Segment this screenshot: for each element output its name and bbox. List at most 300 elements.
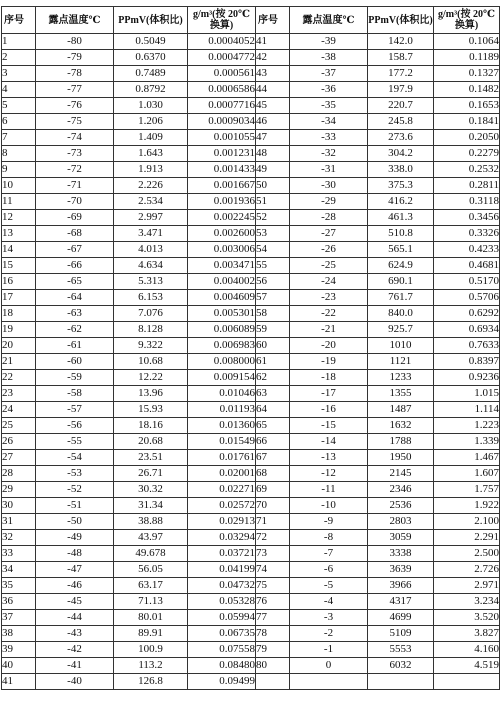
table-row: [2, 130, 500, 146]
table-row: [2, 306, 500, 322]
table-row: [2, 482, 500, 498]
cell-dew-point: -6: [290, 562, 368, 578]
cell-ppmv: 177.2: [368, 66, 434, 82]
cell-ppmv: 100.9: [114, 642, 188, 658]
dew-point-table: [1, 6, 500, 690]
cell-ppmv: 1950: [368, 450, 434, 466]
cell-index: 14: [2, 242, 36, 258]
cell-dew-point: -74: [36, 130, 114, 146]
cell-dew-point: -23: [290, 290, 368, 306]
cell-gm3: 1.467: [434, 450, 500, 466]
cell-ppmv: 26.71: [114, 466, 188, 482]
cell-gm3: 1.114: [434, 402, 500, 418]
cell-gm3: 1.757: [434, 482, 500, 498]
cell-index: 29: [2, 482, 36, 498]
cell-dew-point: -76: [36, 98, 114, 114]
cell-index: 64: [256, 402, 290, 418]
cell-gm3: 1.607: [434, 466, 500, 482]
cell-ppmv: 8.128: [114, 322, 188, 338]
cell-index: 72: [256, 530, 290, 546]
cell-gm3: 0.8397: [434, 354, 500, 370]
cell-ppmv: [368, 674, 434, 690]
cell-dew-point: -24: [290, 274, 368, 290]
cell-dew-point: -25: [290, 258, 368, 274]
cell-ppmv: 71.13: [114, 594, 188, 610]
cell-index: 21: [2, 354, 36, 370]
cell-index: 41: [2, 674, 36, 690]
table-row: [2, 178, 500, 194]
cell-gm3: 0.09499: [188, 674, 256, 690]
cell-ppmv: 38.88: [114, 514, 188, 530]
cell-index: 73: [256, 546, 290, 562]
cell-index: 68: [256, 466, 290, 482]
cell-index: 66: [256, 434, 290, 450]
cell-ppmv: 0.8792: [114, 82, 188, 98]
cell-index: 69: [256, 482, 290, 498]
cell-dew-point: -62: [36, 322, 114, 338]
cell-gm3: 1.223: [434, 418, 500, 434]
cell-dew-point: -60: [36, 354, 114, 370]
cell-index: 36: [2, 594, 36, 610]
cell-ppmv: 10.68: [114, 354, 188, 370]
cell-gm3: 1.339: [434, 434, 500, 450]
cell-index: 63: [256, 386, 290, 402]
cell-dew-point: -29: [290, 194, 368, 210]
cell-ppmv: 126.8: [114, 674, 188, 690]
cell-gm3: 0.1653: [434, 98, 500, 114]
cell-ppmv: 3059: [368, 530, 434, 546]
header-index: 序号: [256, 7, 290, 34]
table-row: [2, 578, 500, 594]
cell-dew-point: -31: [290, 162, 368, 178]
cell-dew-point: -63: [36, 306, 114, 322]
cell-ppmv: 2346: [368, 482, 434, 498]
table-row: [2, 402, 500, 418]
cell-dew-point: -32: [290, 146, 368, 162]
cell-ppmv: 13.96: [114, 386, 188, 402]
header-dew-point: 露点温度℃: [36, 7, 114, 34]
cell-dew-point: -35: [290, 98, 368, 114]
table-row: [2, 258, 500, 274]
cell-gm3: 0.1327: [434, 66, 500, 82]
cell-dew-point: -54: [36, 450, 114, 466]
cell-gm3: 2.726: [434, 562, 500, 578]
cell-gm3: 0.005301: [188, 306, 256, 322]
table-row: [2, 82, 500, 98]
cell-ppmv: 1355: [368, 386, 434, 402]
cell-gm3: 0.001936: [188, 194, 256, 210]
page: [0, 6, 500, 690]
cell-index: 44: [256, 82, 290, 98]
cell-dew-point: -40: [36, 674, 114, 690]
cell-dew-point: -45: [36, 594, 114, 610]
header-gm3: g/m³(按 20℃ 换算): [188, 7, 256, 34]
cell-gm3: 0.003471: [188, 258, 256, 274]
cell-ppmv: 1.030: [114, 98, 188, 114]
cell-index: 32: [2, 530, 36, 546]
cell-index: 31: [2, 514, 36, 530]
cell-index: 51: [256, 194, 290, 210]
cell-index: 1: [2, 34, 36, 50]
table-row: [2, 370, 500, 386]
cell-ppmv: 416.2: [368, 194, 434, 210]
cell-gm3: 3.827: [434, 626, 500, 642]
cell-ppmv: 0.7489: [114, 66, 188, 82]
cell-gm3: 0.3118: [434, 194, 500, 210]
cell-ppmv: 56.05: [114, 562, 188, 578]
cell-index: 67: [256, 450, 290, 466]
cell-dew-point: -47: [36, 562, 114, 578]
cell-dew-point: -5: [290, 578, 368, 594]
cell-ppmv: 0.5049: [114, 34, 188, 50]
cell-ppmv: 89.91: [114, 626, 188, 642]
cell-gm3: 0.5170: [434, 274, 500, 290]
cell-dew-point: [290, 674, 368, 690]
table-body: [2, 34, 500, 690]
cell-index: 78: [256, 626, 290, 642]
table-row: [2, 210, 500, 226]
table-row: [2, 434, 500, 450]
cell-dew-point: -46: [36, 578, 114, 594]
table-row: [2, 322, 500, 338]
cell-index: 12: [2, 210, 36, 226]
cell-gm3: 0.002600: [188, 226, 256, 242]
cell-dew-point: -38: [290, 50, 368, 66]
cell-ppmv: 1.913: [114, 162, 188, 178]
cell-gm3: 0.02913: [188, 514, 256, 530]
cell-gm3: 0.05328: [188, 594, 256, 610]
cell-dew-point: -75: [36, 114, 114, 130]
cell-ppmv: 7.076: [114, 306, 188, 322]
cell-dew-point: -16: [290, 402, 368, 418]
cell-ppmv: 4699: [368, 610, 434, 626]
cell-gm3: 3.234: [434, 594, 500, 610]
cell-index: 39: [2, 642, 36, 658]
cell-dew-point: -77: [36, 82, 114, 98]
cell-ppmv: 624.9: [368, 258, 434, 274]
cell-ppmv: 113.2: [114, 658, 188, 674]
cell-index: 48: [256, 146, 290, 162]
cell-index: 9: [2, 162, 36, 178]
cell-gm3: 0.7633: [434, 338, 500, 354]
cell-gm3: 0.001667: [188, 178, 256, 194]
cell-ppmv: 2145: [368, 466, 434, 482]
cell-dew-point: -19: [290, 354, 368, 370]
cell-dew-point: -50: [36, 514, 114, 530]
cell-index: 20: [2, 338, 36, 354]
cell-dew-point: -58: [36, 386, 114, 402]
cell-index: 3: [2, 66, 36, 82]
cell-ppmv: 1.643: [114, 146, 188, 162]
cell-ppmv: 461.3: [368, 210, 434, 226]
cell-dew-point: -44: [36, 610, 114, 626]
cell-gm3: 0.4681: [434, 258, 500, 274]
cell-index: 50: [256, 178, 290, 194]
cell-ppmv: 761.7: [368, 290, 434, 306]
cell-gm3: 0.001055: [188, 130, 256, 146]
cell-gm3: 0.0009034: [188, 114, 256, 130]
cell-index: 30: [2, 498, 36, 514]
cell-ppmv: 12.22: [114, 370, 188, 386]
cell-index: 79: [256, 642, 290, 658]
cell-gm3: 0.2811: [434, 178, 500, 194]
cell-gm3: 0.0007716: [188, 98, 256, 114]
cell-ppmv: 142.0: [368, 34, 434, 50]
cell-index: 58: [256, 306, 290, 322]
table-row: [2, 274, 500, 290]
cell-dew-point: -64: [36, 290, 114, 306]
cell-gm3: 0.000561: [188, 66, 256, 82]
cell-dew-point: -56: [36, 418, 114, 434]
cell-dew-point: -21: [290, 322, 368, 338]
cell-gm3: 2.500: [434, 546, 500, 562]
cell-dew-point: -42: [36, 642, 114, 658]
cell-index: 16: [2, 274, 36, 290]
cell-gm3: 0.06735: [188, 626, 256, 642]
cell-ppmv: 43.97: [114, 530, 188, 546]
cell-dew-point: -15: [290, 418, 368, 434]
cell-ppmv: 23.51: [114, 450, 188, 466]
table-row: [2, 242, 500, 258]
cell-dew-point: -53: [36, 466, 114, 482]
table-row: [2, 498, 500, 514]
table-row: [2, 450, 500, 466]
cell-index: 61: [256, 354, 290, 370]
table-row: [2, 386, 500, 402]
cell-dew-point: -71: [36, 178, 114, 194]
table-row: [2, 34, 500, 50]
cell-index: 59: [256, 322, 290, 338]
cell-index: 62: [256, 370, 290, 386]
cell-dew-point: -28: [290, 210, 368, 226]
cell-dew-point: -57: [36, 402, 114, 418]
cell-ppmv: 197.9: [368, 82, 434, 98]
cell-ppmv: 1.206: [114, 114, 188, 130]
cell-gm3: 0.004002: [188, 274, 256, 290]
cell-dew-point: -33: [290, 130, 368, 146]
cell-index: 10: [2, 178, 36, 194]
cell-gm3: [434, 674, 500, 690]
cell-gm3: 0.04732: [188, 578, 256, 594]
cell-ppmv: 338.0: [368, 162, 434, 178]
cell-dew-point: 0: [290, 658, 368, 674]
cell-gm3: 0.5706: [434, 290, 500, 306]
cell-ppmv: 9.322: [114, 338, 188, 354]
cell-gm3: 0.01761: [188, 450, 256, 466]
cell-dew-point: -18: [290, 370, 368, 386]
cell-gm3: 0.03721: [188, 546, 256, 562]
cell-gm3: 0.02572: [188, 498, 256, 514]
cell-ppmv: 304.2: [368, 146, 434, 162]
cell-index: 49: [256, 162, 290, 178]
cell-ppmv: 1.409: [114, 130, 188, 146]
cell-gm3: 0.07558: [188, 642, 256, 658]
cell-ppmv: 1121: [368, 354, 434, 370]
cell-dew-point: -41: [36, 658, 114, 674]
cell-gm3: 0.1189: [434, 50, 500, 66]
cell-ppmv: 0.6370: [114, 50, 188, 66]
cell-ppmv: 375.3: [368, 178, 434, 194]
cell-dew-point: -67: [36, 242, 114, 258]
table-row: [2, 98, 500, 114]
cell-gm3: 1.015: [434, 386, 500, 402]
cell-gm3: 2.971: [434, 578, 500, 594]
table-row: [2, 514, 500, 530]
table-row: [2, 114, 500, 130]
cell-index: 45: [256, 98, 290, 114]
cell-gm3: 0.3326: [434, 226, 500, 242]
cell-dew-point: -48: [36, 546, 114, 562]
cell-index: 28: [2, 466, 36, 482]
cell-ppmv: 3.471: [114, 226, 188, 242]
cell-index: [256, 674, 290, 690]
cell-gm3: 0.002245: [188, 210, 256, 226]
header-index: 序号: [2, 7, 36, 34]
cell-dew-point: -26: [290, 242, 368, 258]
cell-gm3: 0.03294: [188, 530, 256, 546]
cell-dew-point: -11: [290, 482, 368, 498]
cell-dew-point: -80: [36, 34, 114, 50]
cell-ppmv: 30.32: [114, 482, 188, 498]
header-ppmv: PPmV(体积比): [114, 7, 188, 34]
cell-ppmv: 4.013: [114, 242, 188, 258]
header-gm3: g/m³(按 20℃ 换算): [434, 7, 500, 34]
cell-index: 13: [2, 226, 36, 242]
cell-ppmv: 3966: [368, 578, 434, 594]
table-row: [2, 594, 500, 610]
cell-gm3: 1.922: [434, 498, 500, 514]
cell-ppmv: 220.7: [368, 98, 434, 114]
cell-index: 37: [2, 610, 36, 626]
cell-index: 80: [256, 658, 290, 674]
cell-ppmv: 63.17: [114, 578, 188, 594]
cell-dew-point: -8: [290, 530, 368, 546]
cell-gm3: 2.291: [434, 530, 500, 546]
cell-index: 76: [256, 594, 290, 610]
cell-index: 33: [2, 546, 36, 562]
cell-ppmv: 1788: [368, 434, 434, 450]
cell-dew-point: -20: [290, 338, 368, 354]
table-row: [2, 466, 500, 482]
cell-dew-point: -13: [290, 450, 368, 466]
cell-index: 18: [2, 306, 36, 322]
cell-dew-point: -66: [36, 258, 114, 274]
cell-dew-point: -52: [36, 482, 114, 498]
table-row: [2, 162, 500, 178]
cell-index: 75: [256, 578, 290, 594]
cell-ppmv: 840.0: [368, 306, 434, 322]
cell-ppmv: 3639: [368, 562, 434, 578]
cell-gm3: 0.01046: [188, 386, 256, 402]
cell-index: 8: [2, 146, 36, 162]
cell-ppmv: 3338: [368, 546, 434, 562]
cell-dew-point: -49: [36, 530, 114, 546]
cell-dew-point: -79: [36, 50, 114, 66]
cell-dew-point: -59: [36, 370, 114, 386]
cell-index: 4: [2, 82, 36, 98]
cell-index: 15: [2, 258, 36, 274]
cell-index: 70: [256, 498, 290, 514]
cell-gm3: 0.001231: [188, 146, 256, 162]
cell-index: 24: [2, 402, 36, 418]
cell-dew-point: -12: [290, 466, 368, 482]
cell-gm3: 4.160: [434, 642, 500, 658]
cell-dew-point: -14: [290, 434, 368, 450]
cell-gm3: 0.01549: [188, 434, 256, 450]
cell-gm3: 0.02271: [188, 482, 256, 498]
cell-index: 2: [2, 50, 36, 66]
cell-gm3: 0.009154: [188, 370, 256, 386]
cell-index: 74: [256, 562, 290, 578]
table-row: [2, 674, 500, 690]
cell-index: 55: [256, 258, 290, 274]
cell-index: 17: [2, 290, 36, 306]
cell-gm3: 0.05994: [188, 610, 256, 626]
cell-gm3: 0.003006: [188, 242, 256, 258]
cell-gm3: 3.520: [434, 610, 500, 626]
cell-gm3: 0.2279: [434, 146, 500, 162]
cell-index: 27: [2, 450, 36, 466]
cell-ppmv: 925.7: [368, 322, 434, 338]
cell-gm3: 0.2050: [434, 130, 500, 146]
table-row: [2, 66, 500, 82]
cell-index: 23: [2, 386, 36, 402]
cell-gm3: 0.0004772: [188, 50, 256, 66]
cell-dew-point: -70: [36, 194, 114, 210]
cell-index: 38: [2, 626, 36, 642]
cell-index: 42: [256, 50, 290, 66]
header-ppmv: PPmV(体积比): [368, 7, 434, 34]
cell-dew-point: -69: [36, 210, 114, 226]
table-row: [2, 194, 500, 210]
cell-ppmv: 1632: [368, 418, 434, 434]
cell-gm3: 0.01193: [188, 402, 256, 418]
cell-ppmv: 18.16: [114, 418, 188, 434]
cell-gm3: 0.3456: [434, 210, 500, 226]
table-row: [2, 530, 500, 546]
cell-index: 46: [256, 114, 290, 130]
cell-dew-point: -61: [36, 338, 114, 354]
cell-index: 40: [2, 658, 36, 674]
cell-gm3: 0.6934: [434, 322, 500, 338]
cell-ppmv: 1010: [368, 338, 434, 354]
cell-index: 54: [256, 242, 290, 258]
cell-gm3: 0.001433: [188, 162, 256, 178]
cell-ppmv: 6032: [368, 658, 434, 674]
cell-ppmv: 2803: [368, 514, 434, 530]
cell-dew-point: -22: [290, 306, 368, 322]
cell-ppmv: 690.1: [368, 274, 434, 290]
cell-gm3: 0.006089: [188, 322, 256, 338]
cell-dew-point: -68: [36, 226, 114, 242]
cell-dew-point: -37: [290, 66, 368, 82]
cell-ppmv: 80.01: [114, 610, 188, 626]
table-row: [2, 610, 500, 626]
cell-dew-point: -43: [36, 626, 114, 642]
cell-ppmv: 5109: [368, 626, 434, 642]
cell-index: 34: [2, 562, 36, 578]
table-row: [2, 146, 500, 162]
cell-ppmv: 245.8: [368, 114, 434, 130]
table-row: [2, 562, 500, 578]
cell-dew-point: -73: [36, 146, 114, 162]
cell-dew-point: -36: [290, 82, 368, 98]
cell-ppmv: 1233: [368, 370, 434, 386]
cell-ppmv: 2536: [368, 498, 434, 514]
cell-gm3: 0.004609: [188, 290, 256, 306]
cell-index: 77: [256, 610, 290, 626]
cell-index: 19: [2, 322, 36, 338]
